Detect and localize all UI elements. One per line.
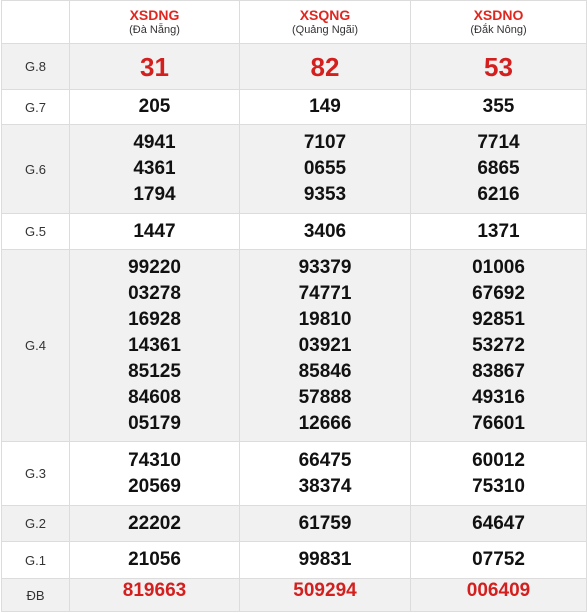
- result-number: 99220: [128, 256, 181, 278]
- result-number: 85125: [128, 360, 181, 382]
- result-cell: [70, 542, 240, 579]
- result-cell: [411, 579, 587, 612]
- result-number: 84608: [128, 386, 181, 408]
- result-number: 76601: [472, 412, 525, 434]
- prize-row-db: [2, 579, 587, 612]
- result-number: 819663: [122, 580, 187, 601]
- result-number: 60012: [472, 449, 525, 471]
- result-number: 66475: [298, 449, 352, 471]
- prize-label: G.1: [2, 542, 70, 579]
- result-number: 1447: [133, 220, 176, 242]
- province-code-link[interactable]: XSDNO: [473, 7, 524, 23]
- result-cell: [70, 214, 240, 250]
- result-cell: [70, 90, 240, 125]
- result-cell: [411, 125, 587, 214]
- prize-label: G.7: [2, 90, 70, 125]
- prize-label: ĐB: [2, 579, 70, 612]
- province-name: (Quảng Ngãi): [291, 24, 359, 36]
- result-cell: [240, 579, 411, 612]
- result-number: 31: [140, 51, 169, 82]
- result-number: 07752: [472, 549, 525, 570]
- result-number: 03921: [298, 334, 352, 356]
- result-cell: [411, 90, 587, 125]
- result-number: 74771: [298, 282, 352, 304]
- prize-row-g6: [2, 125, 587, 214]
- result-number: 21056: [128, 549, 181, 570]
- prize-label: G.2: [2, 506, 70, 542]
- result-number: 1371: [477, 220, 520, 242]
- result-number: 14361: [128, 334, 181, 356]
- result-cell: [70, 442, 240, 506]
- result-cell: [240, 442, 411, 506]
- result-number: 57888: [298, 386, 352, 408]
- province-name: (Đắk Nông): [470, 24, 527, 36]
- result-number: 4361: [133, 158, 176, 179]
- result-number: 01006: [472, 256, 525, 278]
- result-cell: [240, 90, 411, 125]
- result-cell: [411, 506, 587, 542]
- result-number: 205: [138, 96, 171, 117]
- lottery-results-table: [1, 0, 587, 612]
- result-number: 74310: [128, 449, 181, 471]
- result-cell: [411, 542, 587, 579]
- prize-label: G.4: [2, 250, 70, 442]
- result-number: 75310: [472, 475, 525, 497]
- result-number: 1794: [133, 184, 176, 205]
- result-cell: [411, 442, 587, 506]
- province-code-link[interactable]: XSDNG: [129, 7, 180, 23]
- result-number: 05179: [128, 412, 181, 434]
- result-number: 22202: [128, 512, 181, 534]
- result-number: 16928: [128, 308, 181, 330]
- header-row: [2, 1, 587, 44]
- province-header-2[interactable]: [411, 1, 587, 44]
- prize-row-g3: [2, 442, 587, 506]
- prize-row-g4: [2, 250, 587, 442]
- province-header-0[interactable]: [70, 1, 240, 44]
- result-number: 149: [309, 96, 341, 117]
- result-number: 9353: [303, 184, 347, 205]
- result-number: 53272: [472, 334, 525, 356]
- prize-row-g8: [2, 44, 587, 90]
- result-cell: [411, 44, 587, 90]
- prize-row-g2: [2, 506, 587, 542]
- prize-row-g5: [2, 214, 587, 250]
- result-number: 67692: [472, 282, 525, 304]
- result-number: 6865: [477, 158, 520, 179]
- province-name: (Đà Nẵng): [129, 24, 180, 36]
- result-number: 20569: [128, 475, 181, 497]
- result-cell: [240, 542, 411, 579]
- result-number: 3406: [303, 220, 347, 242]
- result-number: 92851: [472, 308, 525, 330]
- result-cell: [70, 125, 240, 214]
- result-cell: [411, 250, 587, 442]
- result-number: 19810: [298, 308, 352, 330]
- province-code-link[interactable]: XSQNG: [299, 7, 351, 23]
- result-number: 4941: [133, 132, 176, 153]
- result-cell: [240, 125, 411, 214]
- result-number: 83867: [472, 360, 525, 382]
- result-number: 49316: [472, 386, 525, 408]
- result-number: 64647: [472, 512, 525, 534]
- result-cell: [240, 250, 411, 442]
- result-number: 355: [482, 96, 515, 117]
- province-header-1[interactable]: [240, 1, 411, 44]
- result-cell: [70, 44, 240, 90]
- result-cell: [70, 250, 240, 442]
- result-cell: [70, 506, 240, 542]
- result-cell: [70, 579, 240, 612]
- result-number: 53: [484, 51, 513, 82]
- result-cell: [240, 44, 411, 90]
- result-number: 0655: [303, 158, 347, 179]
- result-number: 99831: [298, 549, 352, 570]
- header-corner-cell: [2, 1, 70, 44]
- result-number: 12666: [298, 412, 352, 434]
- prize-row-g1: [2, 542, 587, 579]
- prize-row-g7: [2, 90, 587, 125]
- result-number: 82: [310, 51, 340, 82]
- result-number: 7714: [477, 132, 520, 153]
- result-number: 7107: [303, 132, 347, 153]
- result-number: 38374: [298, 475, 352, 497]
- result-number: 006409: [466, 580, 531, 601]
- result-cell: [240, 214, 411, 250]
- prize-label: G.8: [2, 44, 70, 90]
- prize-label: G.6: [2, 125, 70, 214]
- prize-label: G.3: [2, 442, 70, 506]
- result-number: 61759: [298, 512, 352, 534]
- result-number: 03278: [128, 282, 181, 304]
- result-number: 93379: [298, 256, 352, 278]
- result-number: 85846: [298, 360, 352, 382]
- result-cell: [411, 214, 587, 250]
- result-cell: [240, 506, 411, 542]
- result-number: 6216: [477, 184, 520, 205]
- prize-label: G.5: [2, 214, 70, 250]
- result-number: 509294: [293, 580, 357, 601]
